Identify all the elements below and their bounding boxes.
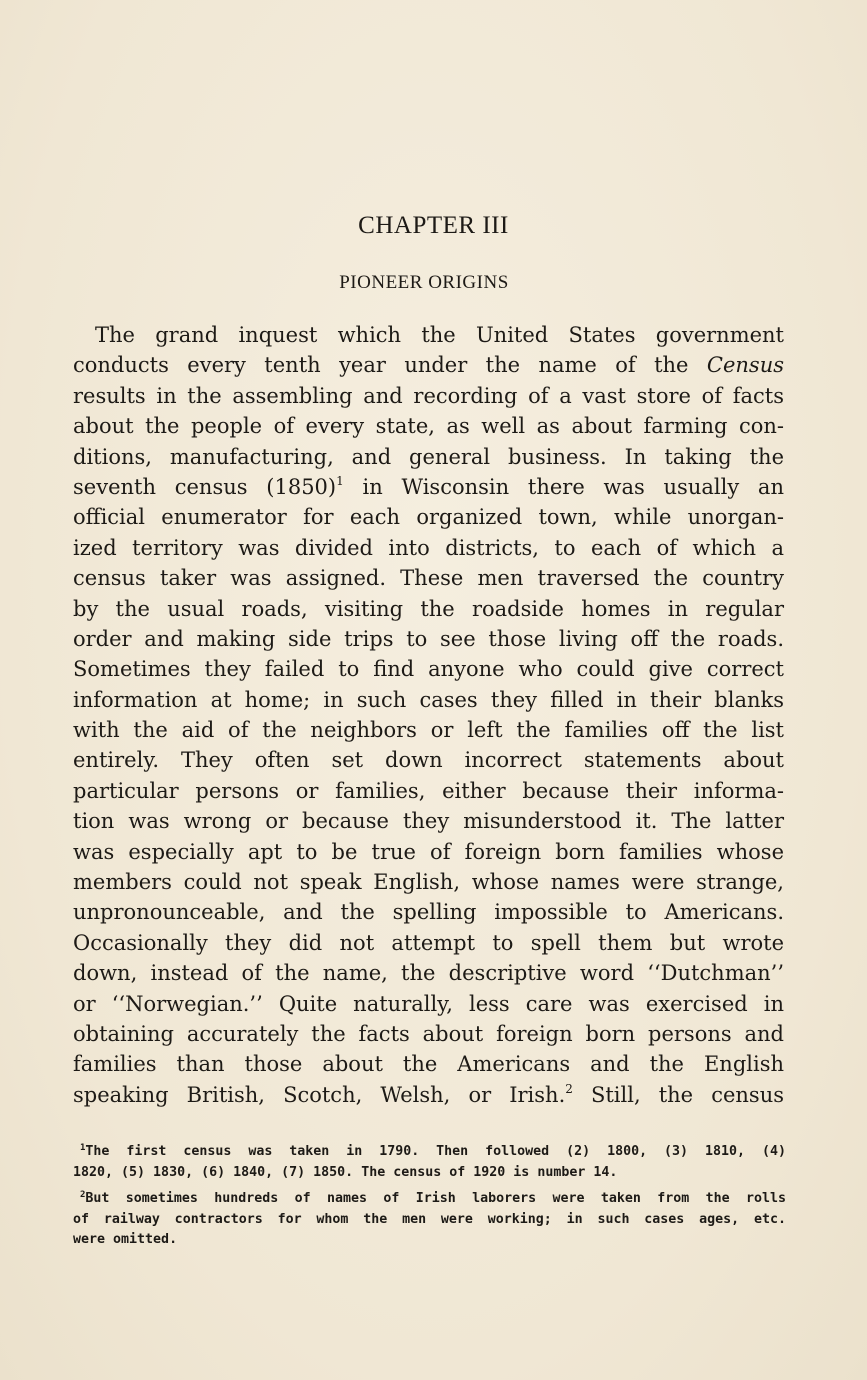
- text-segment: about the people of every state, as well as about farming con-: [73, 414, 784, 439]
- footnote-text: of railway contractors for whom the men were working; in such cases ages, etc.: [73, 1211, 786, 1227]
- text-segment: The grand inquest which the United States government: [95, 323, 784, 347]
- text-segment: Sometimes they failed to find anyone who could give correct: [73, 657, 784, 682]
- footnote-line: [73, 1230, 786, 1251]
- text-segment: or ‘‘Norwegian.’’ Quite naturally, less care was exercised in: [73, 991, 784, 1016]
- text-line: [73, 442, 784, 472]
- footnote-reference: 2: [565, 1081, 573, 1096]
- text-line: [73, 989, 784, 1019]
- text-segment: obtaining accurately the facts about foreign born persons and: [73, 1021, 784, 1046]
- text-line: [73, 1019, 784, 1049]
- footnote-text: But sometimes hundreds of names of Irish laborers were taken from the rolls: [85, 1191, 786, 1206]
- text-segment: conducts every tenth year under the name of the: [73, 353, 707, 378]
- footnote-text: The first census was taken in 1790. Then followed (2) 1800, (3) 1810, (4): [85, 1144, 786, 1159]
- text-segment: results in the assembling and recording of a vast store of facts: [73, 383, 784, 408]
- text-line: [73, 806, 784, 836]
- text-line: [73, 1049, 784, 1079]
- text-segment: census taker was assigned. These men traversed the country: [73, 566, 784, 591]
- text-segment: entirely. They often set down incorrect statements about: [73, 748, 784, 773]
- text-segment: unpronounceable, and the spelling impossible to Americans.: [73, 900, 784, 925]
- footnote-line: [73, 1142, 786, 1163]
- footnotes: [73, 1142, 786, 1251]
- text-segment: speaking British, Scotch, Welsh, or Irish.: [73, 1082, 566, 1107]
- footnote-reference: 1: [336, 473, 344, 488]
- footnote-line: [73, 1210, 786, 1231]
- text-line: [73, 867, 784, 897]
- text-segment: families than those about the Americans and the English: [73, 1052, 784, 1077]
- text-line: [73, 928, 784, 958]
- text-segment: was especially apt to be true of foreign born families whose: [73, 839, 784, 864]
- footnote-line: [73, 1189, 786, 1210]
- text-segment: ditions, manufacturing, and general business. In taking the: [73, 444, 784, 469]
- chapter-subtitle: PIONEER ORIGINS: [339, 272, 509, 293]
- text-line: [73, 1080, 784, 1110]
- text-line: [73, 411, 784, 441]
- footnote-text: were omitted.: [73, 1232, 178, 1247]
- text-line: [73, 563, 784, 593]
- text-segment: down, instead of the name, the descriptive word ‘‘Dutchman’’: [73, 961, 784, 986]
- text-line: [73, 472, 784, 502]
- text-line: [73, 381, 784, 411]
- text-line: [73, 654, 784, 684]
- text-line: [73, 837, 784, 867]
- text-line: [73, 958, 784, 988]
- chapter-title: CHAPTER III: [358, 212, 509, 239]
- text-line: [73, 594, 784, 624]
- text-segment: members could not speak English, whose names were strange,: [73, 870, 784, 895]
- text-segment: information at home; in such cases they filled in their blanks: [73, 687, 784, 712]
- text-segment: in Wisconsin there was usually an: [343, 474, 784, 499]
- text-segment: tion was wrong or because they misunderstood it. The latter: [73, 809, 784, 834]
- text-segment: seventh census (1850): [73, 474, 337, 499]
- text-segment: official enumerator for each organized town, while unorgan-: [73, 505, 784, 530]
- text-segment: ized territory was divided into districts, to each of which a: [73, 535, 784, 560]
- text-segment: Occasionally they did not attempt to spell them but wrote: [73, 930, 784, 955]
- text-segment: order and making side trips to see those living off the roads.: [73, 626, 784, 651]
- footnote-line: [73, 1163, 786, 1184]
- text-line: [73, 715, 784, 745]
- footnote-text: 1820, (5) 1830, (6) 1840, (7) 1850. The census of 1920 is number 14.: [73, 1164, 618, 1180]
- text-segment: by the usual roads, visiting the roadside homes in regular: [73, 596, 784, 621]
- text-segment: with the aid of the neighbors or left the families off the list: [73, 718, 784, 743]
- text-line: [73, 745, 784, 775]
- text-line: [73, 350, 784, 380]
- text-line: [73, 624, 784, 654]
- footnote-marker: 1: [80, 1143, 86, 1153]
- footnote-marker: 2: [80, 1190, 86, 1200]
- text-line: [73, 533, 784, 563]
- text-segment: particular persons or families, either because their informa-: [73, 778, 784, 803]
- italic-term: Census: [706, 353, 784, 378]
- text-line: [73, 897, 784, 927]
- body-paragraph: [73, 320, 784, 1110]
- text-line: [73, 502, 784, 532]
- text-line: [73, 685, 784, 715]
- text-segment: Still, the census: [572, 1082, 784, 1107]
- text-line: [73, 320, 784, 350]
- text-line: [73, 776, 784, 806]
